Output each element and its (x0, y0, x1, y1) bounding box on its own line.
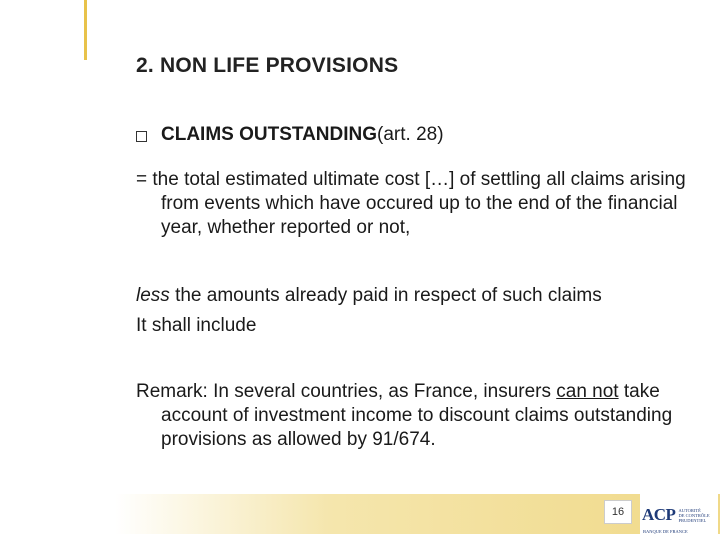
remark-after: take account of investment income to discount claims outstanding provisions as allowed by 91/674. (161, 381, 673, 450)
page-number: 16 (604, 500, 632, 524)
logo-line-3: PRUDENTIEL (678, 517, 707, 523)
bullet-rest-text: (art. 28) (377, 124, 444, 145)
accent-bar (84, 0, 87, 60)
checkbox-bullet-icon (136, 131, 147, 142)
logo-bottom-text: BANQUE DE FRANCE (643, 529, 688, 534)
acp-logo (640, 494, 718, 536)
less-paragraph (136, 284, 706, 308)
logo-line-1: AUTORITÉ (678, 507, 701, 513)
less-rest: the amounts already paid in respect of such claims (169, 285, 602, 306)
bullet-claims-outstanding (136, 124, 444, 146)
logo-subtitle (678, 508, 709, 523)
logo-letters: ACP (642, 505, 676, 524)
logo-line-2: DE CONTRÔLE (678, 512, 710, 518)
less-emph: less (136, 285, 170, 306)
remark-before: Remark: In several countries, as France, insurers (136, 381, 557, 402)
bullet-strong-text: CLAIMS OUTSTANDING (161, 124, 378, 145)
remark-underlined: can not (556, 381, 619, 402)
slide-title: 2. NON LIFE PROVISIONS (136, 54, 399, 77)
include-paragraph: It shall include (136, 315, 257, 336)
definition-paragraph: = the total estimated ultimate cost […] of settling all claims arising from events which have occured up to the end of the financial year, whether reported or not, (136, 169, 686, 238)
remark-paragraph (136, 380, 716, 452)
